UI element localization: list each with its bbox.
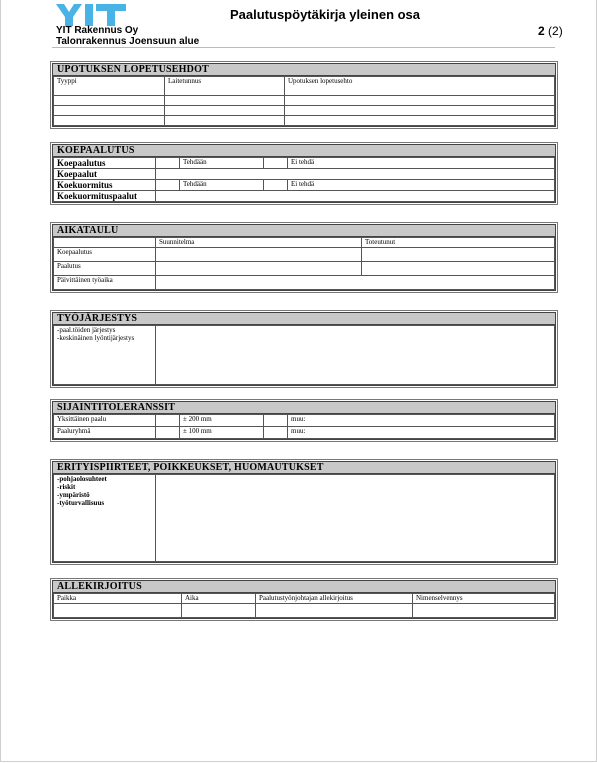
input-cell[interactable] xyxy=(285,96,555,106)
empty-header xyxy=(54,238,156,248)
label-tehdaan: Tehdään xyxy=(180,158,264,169)
tyojarjestys-table xyxy=(53,325,555,385)
label-lyontijarjestys: -keskinäinen lyöntijärjestys xyxy=(57,334,135,342)
company-block xyxy=(56,25,199,47)
section-aikataulu xyxy=(52,224,556,291)
header-toteutunut: Toteutunut xyxy=(362,238,555,248)
label-paal-jarjestys: -paal.töiden järjestys xyxy=(57,326,116,334)
section-title: KOEPAALUTUS xyxy=(53,145,555,157)
checkbox-tehdaan[interactable] xyxy=(156,180,180,191)
koepaalutus-table xyxy=(53,157,555,202)
input-cell[interactable] xyxy=(165,106,285,116)
input-cell[interactable] xyxy=(285,106,555,116)
yit-logo xyxy=(56,4,126,26)
input-cell[interactable] xyxy=(54,116,165,126)
header-paikka: Paikka xyxy=(54,594,182,604)
header-nimenselvennys: Nimenselvennys xyxy=(413,594,555,604)
section-erityis xyxy=(52,461,556,563)
sijainti-table xyxy=(53,414,555,439)
allekirjoitus-table xyxy=(53,593,555,618)
page-number xyxy=(538,24,563,38)
input-koepaalut[interactable] xyxy=(156,169,555,180)
label-muu: muu: xyxy=(288,415,555,427)
header-divider xyxy=(52,47,555,48)
company-name: YIT Rakennus Oy xyxy=(56,25,139,36)
header-allekirjoitus: Paalutustyönjohtajan allekirjoitus xyxy=(256,594,413,604)
header-tyyppi: Tyyppi xyxy=(54,77,165,96)
input-koekuormituspaalut[interactable] xyxy=(156,191,555,202)
section-title: SIJAINTITOLERANSSIT xyxy=(53,402,555,414)
row-koepaalut: Koepaalut xyxy=(54,169,156,180)
section-upotus xyxy=(52,63,556,127)
row-koekuormitus: Koekuormitus xyxy=(54,180,156,191)
header-aika: Aika xyxy=(182,594,256,604)
page-current: 2 xyxy=(538,24,545,38)
input-cell[interactable] xyxy=(362,262,555,276)
input-cell[interactable] xyxy=(362,248,555,262)
section-sijainti xyxy=(52,401,556,440)
row-tyoaika: Päivittäinen työaika xyxy=(54,276,156,290)
input-erityis[interactable] xyxy=(156,475,555,562)
document-title: Paalutuspöytäkirja yleinen osa xyxy=(230,7,421,22)
input-cell[interactable] xyxy=(54,106,165,116)
input-allekirjoitus[interactable] xyxy=(256,604,413,618)
label-tehdaan: Tehdään xyxy=(180,180,264,191)
label-ymparisto: -ympäristö xyxy=(57,491,90,499)
section-tyojarjestys xyxy=(52,312,556,386)
input-cell[interactable] xyxy=(156,248,362,262)
header-suunnitelma: Suunnitelma xyxy=(156,238,362,248)
row-koepaalutus: Koepaalutus xyxy=(54,248,156,262)
section-koepaalutus xyxy=(52,144,556,203)
input-cell[interactable] xyxy=(156,262,362,276)
checkbox-ei-tehda[interactable] xyxy=(264,158,288,169)
header-laitetunnus: Laitetunnus xyxy=(165,77,285,96)
input-cell[interactable] xyxy=(54,96,165,106)
tolerance-value: ± 100 mm xyxy=(180,427,264,439)
row-paalutus: Paalutus xyxy=(54,262,156,276)
company-unit: Talonrakennus Joensuun alue xyxy=(56,36,200,47)
label-ei-tehda: Ei tehdä xyxy=(288,180,555,191)
section-title: TYÖJÄRJESTYS xyxy=(53,313,555,325)
header-lopetusehto: Upotuksen lopetusehto xyxy=(285,77,555,96)
checkbox-ei-tehda[interactable] xyxy=(264,180,288,191)
checkbox-tol1[interactable] xyxy=(156,415,180,427)
erityis-labels xyxy=(54,475,156,562)
section-allekirjoitus xyxy=(52,580,556,619)
section-title: AIKATAULU xyxy=(53,225,555,237)
checkbox-tol2[interactable] xyxy=(156,427,180,439)
input-cell[interactable] xyxy=(165,116,285,126)
section-title: ALLEKIRJOITUS xyxy=(53,581,555,593)
checkbox-tehdaan[interactable] xyxy=(156,158,180,169)
label-muu: muu: xyxy=(288,427,555,439)
input-cell[interactable] xyxy=(165,96,285,106)
aikataulu-table xyxy=(53,237,555,290)
section-title: ERITYISPIIRTEET, POIKKEUKSET, HUOMAUTUKSET xyxy=(53,462,555,474)
input-tyojarjestys[interactable] xyxy=(156,326,555,385)
input-aika[interactable] xyxy=(182,604,256,618)
input-cell[interactable] xyxy=(285,116,555,126)
input-nimenselvennys[interactable] xyxy=(413,604,555,618)
input-cell[interactable] xyxy=(156,276,555,290)
row-koepaalutus: Koepaalutus xyxy=(54,158,156,169)
section-title: UPOTUKSEN LOPETUSEHDOT xyxy=(53,64,555,76)
label-riskit: -riskit xyxy=(57,483,76,491)
row-koekuormituspaalut: Koekuormituspaalut xyxy=(54,191,156,202)
checkbox-muu[interactable] xyxy=(264,427,288,439)
upotus-table xyxy=(53,76,555,126)
page-total: (2) xyxy=(548,24,563,38)
row-yksittainen: Yksittäinen paalu xyxy=(54,415,156,427)
row-paaluryhma: Paaluryhmä xyxy=(54,427,156,439)
input-paikka[interactable] xyxy=(54,604,182,618)
erityis-table xyxy=(53,474,555,562)
label-pohjaolosuhteet: -pohjaolosuhteet xyxy=(57,475,107,483)
tolerance-value: ± 200 mm xyxy=(180,415,264,427)
label-ei-tehda: Ei tehdä xyxy=(288,158,555,169)
checkbox-muu[interactable] xyxy=(264,415,288,427)
label-tyoturvallisuus: -työturvallisuus xyxy=(57,499,105,507)
tyojarjestys-labels xyxy=(54,326,156,385)
